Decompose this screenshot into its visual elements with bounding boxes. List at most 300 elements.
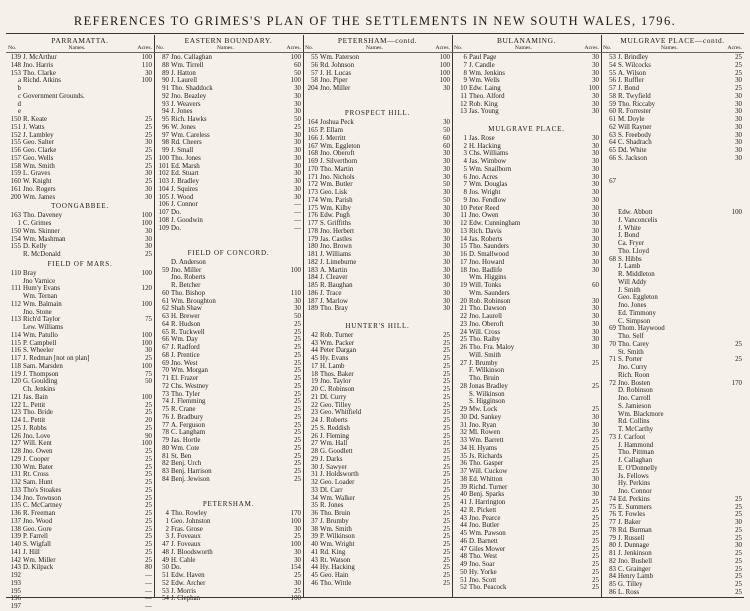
- acreage: 25: [443, 378, 450, 386]
- lot-number: 29: [311, 455, 318, 463]
- lot-number: 48: [460, 553, 467, 561]
- acreage: 25: [735, 565, 742, 573]
- table-row: [601, 325, 744, 333]
- acreage: —: [145, 603, 152, 610]
- holder-name: Tho. Bishop: [171, 289, 206, 297]
- lot-number: 35: [311, 502, 318, 510]
- acreage: 25: [735, 573, 742, 581]
- acreage: 30: [592, 313, 599, 320]
- table-row: [154, 209, 303, 217]
- lot-number: 51: [460, 576, 467, 584]
- lot-number: 113: [10, 316, 21, 324]
- acreage: [720, 279, 744, 287]
- holder-name: J. Foveaux: [171, 533, 201, 541]
- table-row: [154, 406, 303, 414]
- table-row: [452, 584, 601, 592]
- lot-number: 77: [609, 519, 616, 526]
- table-row: [154, 484, 303, 492]
- lot-number: [452, 290, 469, 298]
- holder-name: J. Carfoot: [618, 433, 646, 441]
- acreage: 30: [145, 347, 152, 355]
- lot-number: 67: [609, 178, 616, 185]
- subheader-names: Names.: [514, 45, 532, 51]
- lot-number: [601, 240, 618, 248]
- column-1: [6, 35, 155, 610]
- lot-number: [6, 278, 23, 286]
- holder-name: Dd. White: [618, 147, 647, 154]
- acreage: 50: [443, 196, 450, 204]
- acreage: 30: [294, 131, 301, 139]
- holder-name: S. Wilcocks: [618, 61, 651, 69]
- acreage: [720, 294, 744, 302]
- holder-name: C. Grimes: [23, 220, 52, 227]
- lot-number: 52: [460, 584, 467, 592]
- lot-number: 24: [460, 328, 467, 336]
- holder-name: J. Hatton: [171, 69, 196, 77]
- holder-name: J. Fleming: [320, 432, 350, 440]
- table-row: [452, 561, 601, 569]
- lot-number: 185: [307, 282, 318, 289]
- lot-number: 4: [165, 510, 169, 517]
- holder-name: Peter Reed: [469, 204, 500, 212]
- holder-name: Wm. Wells: [469, 77, 500, 85]
- table-row: [6, 194, 154, 202]
- lot-number: [601, 387, 618, 395]
- holder-name: Geo. Clarke: [23, 147, 57, 154]
- lot-number: [6, 293, 23, 301]
- lot-number: 6: [463, 54, 467, 61]
- lot-number: 6: [463, 173, 467, 181]
- lot-number: 42: [311, 331, 318, 339]
- table-row: [452, 158, 601, 166]
- lot-number: 7: [463, 61, 467, 69]
- lot-number: 47: [162, 541, 169, 548]
- holder-name: L. Pettit: [23, 401, 46, 409]
- acreage: 25: [592, 561, 599, 568]
- holder-name: Do.: [171, 564, 182, 572]
- table-row: [303, 305, 452, 313]
- acreage: 25: [294, 460, 301, 468]
- lot-number: 30: [460, 413, 467, 421]
- acreage: [720, 163, 744, 171]
- table-row: [303, 332, 452, 340]
- table-row: [601, 70, 744, 78]
- lot-number: 150: [10, 227, 21, 235]
- table-row: [452, 375, 601, 383]
- table-row: [601, 426, 744, 434]
- holder-name: J. Cleaver: [320, 274, 348, 282]
- acreage: [720, 263, 744, 271]
- lot-number: 195: [10, 587, 21, 595]
- lot-number: 1: [165, 517, 169, 525]
- acreage: 25: [294, 320, 301, 328]
- table-row: [154, 62, 303, 70]
- acreage: 30: [735, 139, 742, 147]
- table-row: [6, 163, 154, 171]
- acreage: 25: [443, 510, 450, 517]
- lot-number: 107: [158, 209, 169, 216]
- acreage: 30: [592, 251, 599, 258]
- lot-number: 5: [463, 165, 467, 173]
- lot-number: 129: [10, 455, 21, 463]
- holder-name: J. Prentice: [171, 351, 200, 359]
- lot-number: [452, 398, 469, 406]
- lot-number: 70: [162, 367, 169, 375]
- lot-number: 197: [10, 603, 21, 610]
- holder-name: J. Brumby: [469, 359, 498, 367]
- lot-number: 39: [460, 483, 467, 491]
- table-row: [452, 251, 601, 259]
- acreage: 30: [145, 235, 152, 243]
- holder-name: J. Darks: [320, 455, 343, 463]
- holder-name: J. Baker: [618, 519, 641, 526]
- holder-name: J. Limeburne: [320, 258, 357, 266]
- acreage: 25: [294, 406, 301, 413]
- acreage: 25: [294, 587, 301, 595]
- table-row: [154, 541, 303, 549]
- acreage: 30: [735, 147, 742, 154]
- table-row: [303, 355, 452, 363]
- acreage: 25: [443, 362, 450, 370]
- acreage: 25: [592, 359, 599, 367]
- acreage: [720, 349, 744, 357]
- lot-number: 169: [307, 158, 318, 165]
- table-row: [452, 236, 601, 244]
- holder-name: C. Robinson: [320, 386, 355, 393]
- lot-number: 130: [10, 463, 21, 471]
- holder-name: Jno. West: [171, 359, 198, 367]
- acreage: 25: [735, 526, 742, 534]
- lot-number: 23: [311, 409, 318, 417]
- lot-number: 138: [10, 525, 21, 533]
- table-row: [154, 549, 303, 557]
- acreage: 25: [735, 557, 742, 565]
- acreage: 20: [145, 417, 152, 424]
- acreage: [720, 271, 744, 279]
- table-row: [6, 433, 154, 441]
- acreage: 30: [443, 158, 450, 165]
- table-row: [601, 194, 744, 202]
- holder-name: Wm. Eggleton: [320, 142, 361, 150]
- holder-name: Wm. James: [23, 193, 56, 201]
- lot-number: 45: [311, 355, 318, 362]
- acreage: 25: [145, 463, 152, 471]
- holder-name: Wm. Careless: [171, 131, 210, 139]
- acreage: 25: [145, 448, 152, 455]
- acreage: 30: [294, 525, 301, 533]
- holder-name: Tho. Raiby: [469, 336, 501, 344]
- holder-name: Jno. Miller: [171, 266, 202, 274]
- table-row: [303, 298, 452, 306]
- acreage: 25: [443, 448, 450, 455]
- table-row: [303, 290, 452, 298]
- holder-name: Jno. Herbert: [320, 227, 355, 235]
- table-row: [154, 414, 303, 422]
- table-row: [601, 201, 744, 209]
- acreage: 30: [443, 289, 450, 297]
- acreage: 30: [294, 297, 301, 305]
- holder-name: Jas. Rose: [469, 134, 495, 142]
- table-row: [6, 464, 154, 472]
- acreage: 30: [735, 92, 742, 100]
- holder-name: Ch. Jenkins: [23, 386, 56, 393]
- lot-number: [452, 352, 469, 360]
- table-row: [303, 394, 452, 402]
- acreage: [720, 302, 744, 310]
- lot-number: 25: [460, 336, 467, 344]
- acreage: 60: [294, 61, 301, 69]
- table-row: [6, 549, 154, 557]
- column-4: [452, 35, 602, 597]
- acreage: 25: [294, 390, 301, 398]
- holder-name: Sam. Marsden: [23, 362, 63, 370]
- holder-name: W. Knight: [23, 178, 52, 185]
- acreage: [720, 473, 744, 481]
- lot-number: 121: [10, 393, 21, 401]
- lot-number: [601, 442, 618, 450]
- acreage: 30: [592, 54, 599, 61]
- table-row: [601, 139, 744, 147]
- acreage: [428, 101, 452, 109]
- table-row: [452, 93, 601, 101]
- table-row: [154, 518, 303, 526]
- table-row: [601, 589, 744, 597]
- lot-number: 53: [609, 54, 616, 61]
- table-row: [154, 398, 303, 406]
- lot-number: 53: [162, 587, 169, 595]
- acreage: 30: [294, 170, 301, 178]
- acreage: 25: [294, 475, 301, 483]
- lot-number: [601, 457, 618, 465]
- table-row: [452, 228, 601, 236]
- holder-name: L. Pettit: [23, 417, 46, 424]
- table-row: [601, 581, 744, 589]
- holder-name: D. Kilpack: [23, 564, 54, 572]
- acreage: 25: [443, 494, 450, 502]
- holder-name: Wm. Bater: [23, 463, 54, 471]
- acreage: 25: [145, 401, 152, 409]
- acreage: 25: [592, 460, 599, 468]
- table-row: [6, 363, 154, 371]
- table-row: [452, 329, 601, 337]
- holder-name: Jno. Acres: [469, 173, 498, 181]
- lot-number: 38: [460, 475, 467, 483]
- acreage: 30: [592, 483, 599, 491]
- holder-name: Tho. Daveney: [23, 212, 63, 220]
- lot-number: 134: [10, 494, 21, 502]
- table-row: [6, 572, 154, 580]
- holder-name: Tho. Gasper: [469, 460, 504, 468]
- acreage: 25: [145, 455, 152, 463]
- acreage: [577, 352, 601, 360]
- table-row: [452, 429, 601, 437]
- table-row: [303, 363, 452, 371]
- acreage: 25: [145, 154, 152, 162]
- acreage: 30: [443, 212, 450, 220]
- table-row: [154, 526, 303, 534]
- holder-name: H. Hacking: [469, 142, 501, 150]
- holder-name: Wm. Patullo: [23, 331, 58, 339]
- holder-name: Edw. Abbott: [618, 209, 653, 216]
- table-row: [6, 147, 154, 155]
- acreage: [720, 232, 744, 240]
- acreage: 25: [145, 494, 152, 502]
- holder-name: Edw. Laing: [469, 85, 501, 92]
- acreage: 25: [592, 406, 599, 413]
- lot-number: 55: [311, 54, 318, 61]
- table-row: [303, 236, 452, 244]
- acreage: 30: [592, 266, 599, 274]
- table-row: [6, 502, 154, 510]
- lot-number: 155: [10, 243, 21, 251]
- subheader-names: Names.: [68, 45, 86, 51]
- lot-number: 62: [609, 123, 616, 131]
- lot-number: [601, 225, 618, 233]
- acreage: 30: [443, 251, 450, 258]
- lot-number: 108: [158, 216, 169, 224]
- acreage: [130, 309, 154, 317]
- holder-name: Rich. Hawks: [171, 116, 207, 123]
- acreage: 50: [294, 116, 301, 123]
- lot-number: 178: [307, 227, 318, 235]
- table-row: [154, 101, 303, 109]
- acreage: 25: [294, 533, 301, 541]
- acreage: 25: [592, 522, 599, 530]
- lot-number: [6, 309, 23, 317]
- holder-name: E. Summers: [618, 503, 652, 511]
- lot-number: 25: [311, 424, 318, 432]
- lot-number: 102: [158, 170, 169, 178]
- acreage: 30: [592, 235, 599, 243]
- column-5: [601, 35, 744, 597]
- holder-name: Jno. Taylor: [320, 378, 351, 386]
- table-row: [452, 313, 601, 321]
- lot-number: [303, 313, 320, 321]
- lot-number: 27: [311, 440, 318, 448]
- table-row: [6, 54, 154, 62]
- lot-number: 43: [311, 556, 318, 564]
- holder-name: [23, 588, 130, 596]
- holder-name: D. Robinson: [618, 387, 653, 395]
- lot-number: 48: [162, 548, 169, 556]
- table-row: [303, 220, 452, 228]
- acreage: 25: [443, 386, 450, 393]
- lot-number: 12: [460, 100, 467, 108]
- acreage: 25: [592, 514, 599, 522]
- acreage: 100: [141, 220, 152, 227]
- table-row: [6, 386, 154, 394]
- holder-name: Jno. Bushell: [618, 557, 653, 565]
- acreage: [720, 395, 744, 403]
- table-row: [303, 340, 452, 348]
- acreage: 30: [592, 328, 599, 336]
- acreage: 30: [592, 77, 599, 85]
- holder-name: Chs. Williams: [469, 150, 509, 158]
- table-row: [6, 340, 154, 348]
- table-row: [6, 471, 154, 479]
- lot-number: 11: [460, 212, 467, 220]
- holder-name: Wm. Blackmore: [618, 410, 664, 418]
- holder-name: Hy. Evans: [320, 355, 349, 362]
- holder-name: Ed. Perkins: [618, 495, 650, 503]
- table-row: [154, 336, 303, 344]
- holder-name: Chs. Westney: [171, 382, 209, 390]
- table-row: [154, 321, 303, 329]
- holder-name: Tho. Bride: [23, 409, 53, 417]
- holder-name: F. Wilkinson: [469, 367, 505, 375]
- table-row: [6, 479, 154, 487]
- acreage: 25: [592, 584, 599, 592]
- lot-number: 40: [311, 541, 318, 548]
- holder-name: [618, 201, 720, 209]
- holder-name: S. Wigfall: [23, 541, 51, 548]
- holder-name: Fras. Grose: [171, 525, 203, 533]
- lot-number: [601, 310, 618, 318]
- table-row: [452, 507, 601, 515]
- holder-name: Tho. Saunders: [469, 243, 509, 251]
- acreage: [428, 313, 452, 321]
- table-row: [452, 290, 601, 298]
- subheader-no: No.: [454, 45, 463, 51]
- holder-name: J. Laurell: [171, 77, 198, 85]
- column-subheader: [154, 45, 303, 53]
- table-row: [601, 349, 744, 357]
- column-subheader: [452, 45, 601, 53]
- lot-number: 189: [307, 305, 318, 313]
- acreage: 30: [443, 85, 450, 92]
- acreage: 30: [592, 297, 599, 305]
- acreage: [720, 248, 744, 256]
- holder-name: D. Anderson: [171, 258, 206, 266]
- table-row: [601, 496, 744, 504]
- lot-number: 79: [162, 437, 169, 444]
- table-row: [452, 298, 601, 306]
- table-row: [452, 181, 601, 189]
- holder-name: P. Ellam: [320, 127, 343, 134]
- holder-name: R. Tuckwell: [171, 328, 205, 336]
- table-row: [303, 448, 452, 456]
- table-row: [303, 526, 452, 534]
- holder-name: J. Brindley: [618, 54, 649, 61]
- acreage: 25: [592, 545, 599, 553]
- acreage: [720, 387, 744, 395]
- lot-number: 24: [311, 417, 318, 424]
- acreage: 25: [145, 486, 152, 494]
- acreage: [577, 375, 601, 383]
- acreage: 30: [443, 227, 450, 235]
- table-row: [154, 476, 303, 484]
- table-row: [452, 445, 601, 453]
- table-row: [452, 267, 601, 275]
- lot-number: 187: [307, 297, 318, 305]
- holder-name: J. Redman [not on plan]: [23, 355, 90, 362]
- holder-name: [171, 232, 279, 240]
- holder-name: A. Martin: [320, 266, 348, 274]
- acreage: 25: [443, 471, 450, 479]
- table-row: [6, 251, 154, 259]
- acreage: 30: [294, 548, 301, 556]
- holder-name: J. H. Lucas: [320, 69, 352, 77]
- lot-number: 13: [460, 108, 467, 116]
- acreage: 25: [443, 556, 450, 564]
- table-row: [452, 305, 601, 313]
- holder-name: Tho. Bruin: [320, 510, 351, 517]
- holder-name: Jas. Bain: [23, 393, 48, 401]
- acreage: 25: [592, 506, 599, 514]
- table-row: [452, 553, 601, 561]
- holder-name: Tho. Pittman: [618, 449, 654, 457]
- acreage: 25: [443, 525, 450, 533]
